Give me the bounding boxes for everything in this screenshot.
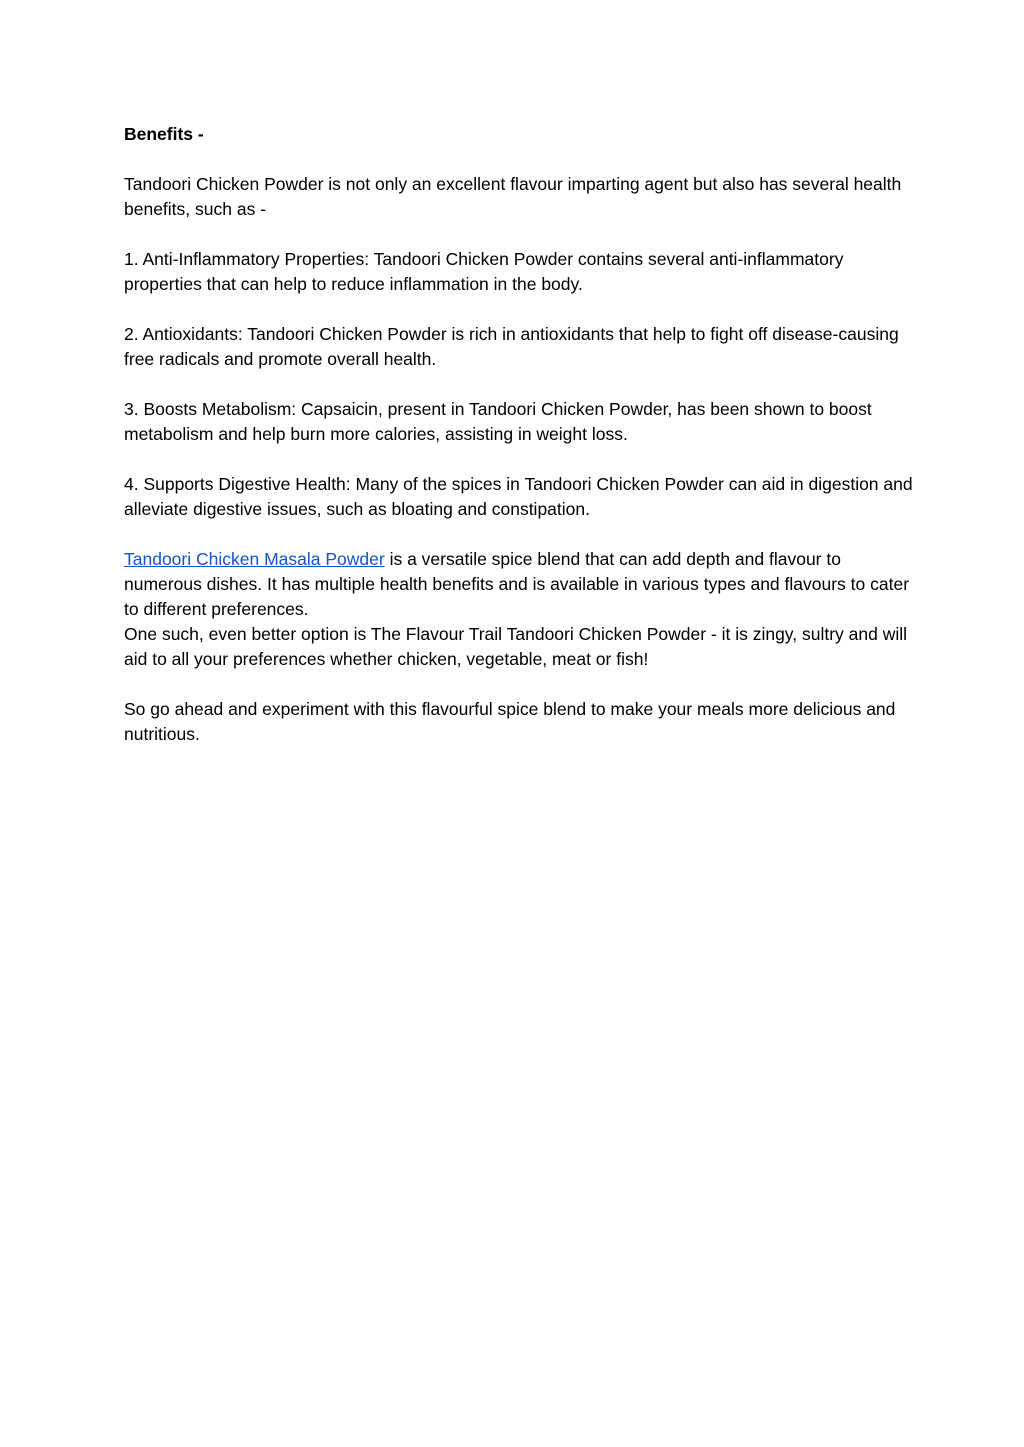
benefit-item-4: 4. Supports Digestive Health: Many of the spices in Tandoori Chicken Powder can aid in digestion and alleviate digestive issues, such as bloating and constipation. [124, 474, 913, 519]
document-body [124, 122, 914, 747]
summary-text: is a versatile spice blend that can add depth and flavour to numerous dishes. It has multiple health benefits and is available in various types and flavours to cater to different preferences. [124, 549, 910, 619]
closing-paragraph: So go ahead and experiment with this flavourful spice blend to make your meals more delicious and nutritious. [124, 699, 896, 744]
paragraph-spacer [124, 297, 914, 322]
paragraph-spacer [124, 222, 914, 247]
paragraph-spacer [124, 372, 914, 397]
paragraph-spacer [124, 447, 914, 472]
option-paragraph: One such, even better option is The Flavour Trail Tandoori Chicken Powder - it is zingy, sultry and will aid to all your preferences whether chicken, vegetable, meat or fish! [124, 624, 908, 669]
paragraph-spacer [124, 147, 914, 172]
intro-paragraph: Tandoori Chicken Powder is not only an excellent flavour imparting agent but also has several health benefits, such as - [124, 174, 902, 219]
benefit-item-3: 3. Boosts Metabolism: Capsaicin, present in Tandoori Chicken Powder, has been shown to boost metabolism and help burn more calories, assisting in weight loss. [124, 399, 872, 444]
product-link[interactable]: Tandoori Chicken Masala Powder [124, 549, 385, 569]
paragraph-spacer [124, 522, 914, 547]
summary-paragraph [124, 547, 914, 622]
benefit-item-2: 2. Antioxidants: Tandoori Chicken Powder is rich in antioxidants that help to fight off disease-causing free radicals and promote overall health. [124, 324, 899, 369]
section-heading: Benefits - [124, 124, 204, 144]
paragraph-spacer [124, 672, 914, 697]
benefit-item-1: 1. Anti-Inflammatory Properties: Tandoori Chicken Powder contains several anti-inflammatory properties that can help to reduce inflammation in the body. [124, 249, 844, 294]
